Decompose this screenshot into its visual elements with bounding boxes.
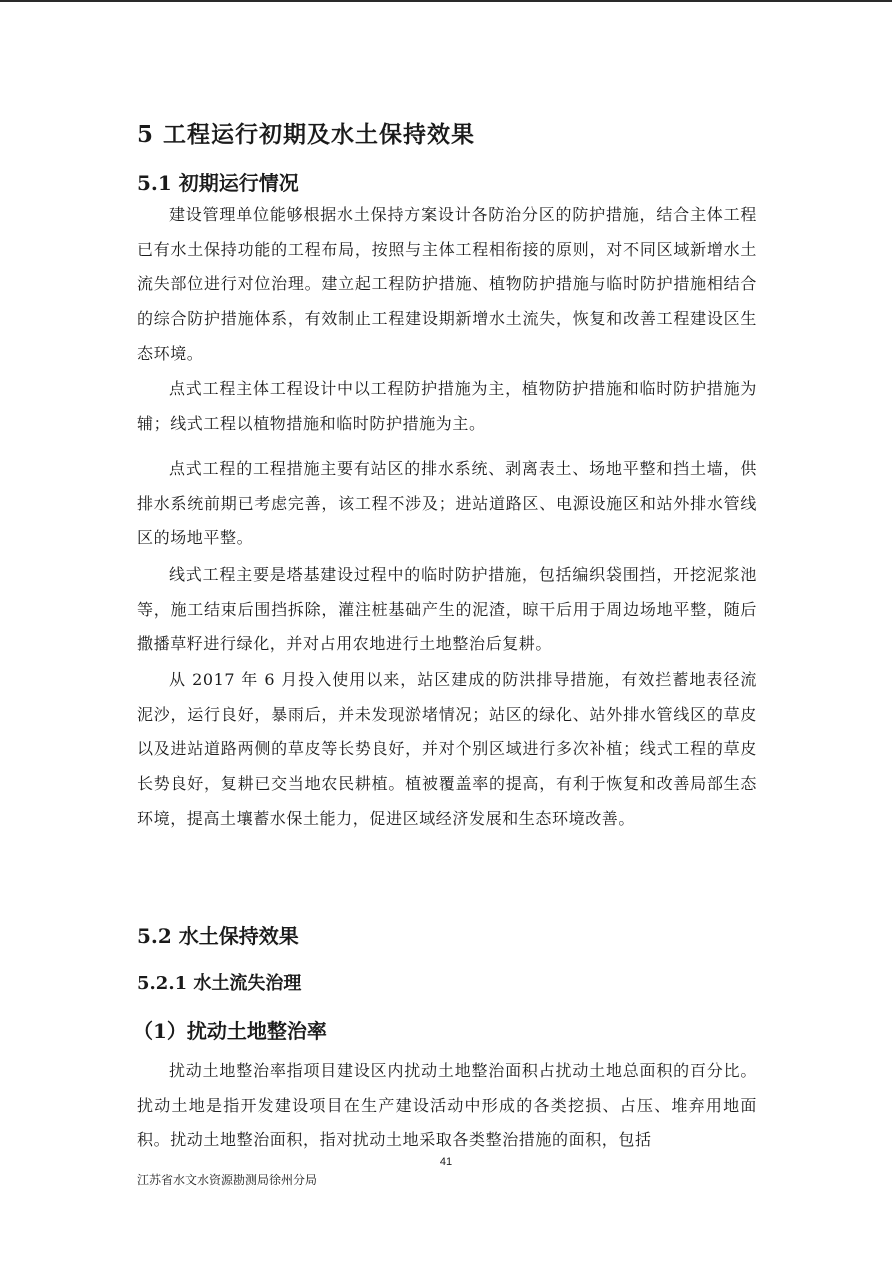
- paragraph-disturbed-land-rate: 扰动土地整治率指项目建设区内扰动土地整治面积占扰动土地总面积的百分比。扰动土地是指开发建设项目在生产建设活动中形成的各类挖损、占压、堆弃用地面积。扰动土地整治面积，指对扰动土地采取各类整治措施的面积，包括: [137, 1061, 757, 1150]
- paragraph-point-line-measures: 点式工程主体工程设计中以工程防护措施为主，植物防护措施和临时防护措施为辅；线式工程以植物措施和临时防护措施为主。: [137, 379, 757, 433]
- chapter-heading: 5 工程运行初期及水土保持效果: [137, 121, 476, 148]
- footer-organization: 江苏省水文水资源勘测局徐州分局: [137, 1173, 318, 1187]
- section-heading-5-1: 5.1 初期运行情况: [137, 171, 299, 195]
- item-heading-1: （1）扰动土地整治率: [133, 1019, 327, 1043]
- paragraph-operation-status: 从 2017 年 6 月投入使用以来，站区建成的防洪排导措施，有效拦蓄地表径流泥沙，运行良好，暴雨后，并未发现淤堵情况；站区的绿化、站外排水管线区的草皮以及进站道路两侧的草皮等长势良好，并对个别区域进行多次补植；线式工程的草皮长势良好，复耕已交当地农民耕植。植被覆盖率的提高，有利于恢复和改善局部生态环境，提高土壤蓄水保土能力，促进区域经济发展和生态环境改善。: [137, 670, 757, 828]
- section-heading-5-2: 5.2 水土保持效果: [137, 924, 299, 948]
- paragraph-measures-overview: 建设管理单位能够根据水土保持方案设计各防治分区的防护措施，结合主体工程已有水土保持功能的工程布局，按照与主体工程相衔接的原则，对不同区域新增水土流失部位进行对位治理。建立起工程防护措施、植物防护措施与临时防护措施相结合的综合防护措施体系，有效制止工程建设期新增水土流失，恢复和改善工程建设区生态环境。: [137, 205, 757, 363]
- paragraph-line-engineering: 线式工程主要是塔基建设过程中的临时防护措施，包括编织袋围挡，开挖泥浆池等，施工结束后围挡拆除，灌注桩基础产生的泥渣，晾干后用于周边场地平整，随后撒播草籽进行绿化，并对占用农地进行土地整治后复耕。: [137, 565, 757, 654]
- subsection-heading-5-2-1: 5.2.1 水土流失治理: [137, 973, 302, 994]
- paragraph-point-engineering: 点式工程的工程措施主要有站区的排水系统、剥离表土、场地平整和挡土墙，供排水系统前期已考虑完善，该工程不涉及；进站道路区、电源设施区和站外排水管线区的场地平整。: [137, 459, 757, 548]
- page-number: 41: [439, 1156, 453, 1168]
- top-border-line: [0, 0, 892, 2]
